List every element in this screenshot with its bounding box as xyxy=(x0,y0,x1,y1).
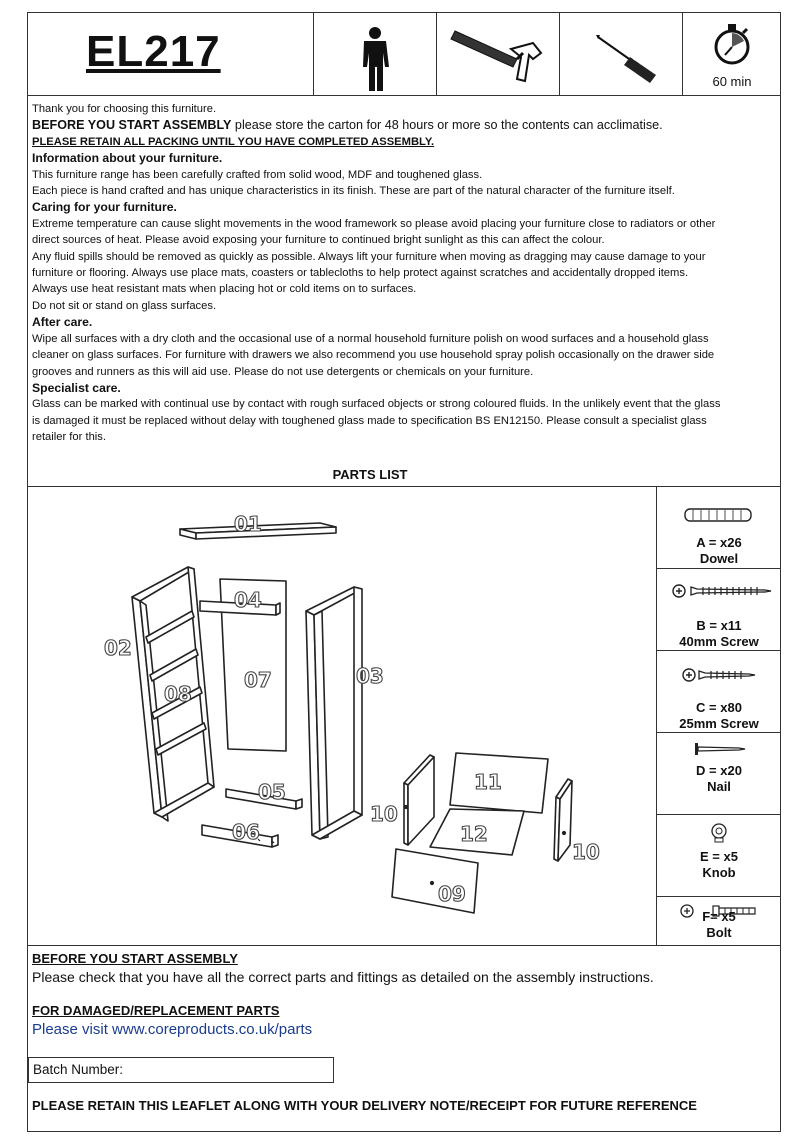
caring-line: Always use heat resistant mats when placing hot or cold items on to surfaces. xyxy=(32,283,417,296)
label-03: 03 xyxy=(356,664,384,688)
fitting-b-name: 40mm Screw xyxy=(679,634,759,649)
label-11: 11 xyxy=(474,770,502,794)
specialist-line: retailer for this. xyxy=(32,431,106,444)
label-01: 01 xyxy=(234,512,262,536)
care-information xyxy=(32,101,776,446)
fitting-a xyxy=(657,487,781,569)
label-07: 07 xyxy=(244,668,272,692)
specialist-heading: Specialist care. xyxy=(32,380,121,395)
info-heading: Information about your furniture. xyxy=(32,151,223,166)
header xyxy=(28,13,780,96)
retain-packing-line: PLEASE RETAIN ALL PACKING UNTIL YOU HAVE COMPLETED ASSEMBLY. xyxy=(32,135,435,148)
hammer-icon xyxy=(437,13,560,96)
label-09: 09 xyxy=(438,882,466,906)
label-05: 05 xyxy=(258,780,286,804)
caring-line: furniture or flooring. Always use place mats, coasters or tablecloths to help protect against scratches and accidentally dropped items. xyxy=(32,267,689,280)
tool-box-time xyxy=(682,13,780,96)
label-10-right: 10 xyxy=(572,840,600,864)
before-assembly-text: Please check that you have all the correct parts and fittings as detailed on the assembly instructions. xyxy=(32,969,654,985)
info-line: Each piece is hand crafted and has unique characteristics in its finish. These are part of the natural character of the furniture itself. xyxy=(32,185,675,198)
specialist-line: Glass can be marked with continual use by contact with rough surfaced objects or strong coloured fluids. In the unlikely event that the glass xyxy=(32,398,721,411)
caring-heading: Caring for your furniture. xyxy=(32,200,177,215)
caring-line: Any fluid spills should be removed as quickly as possible. Always lift your furniture when moving as dragging may cause damage to your xyxy=(32,250,706,263)
label-02: 02 xyxy=(104,636,132,660)
caring-line: Do not sit or stand on glass surfaces. xyxy=(32,299,217,312)
batch-number-field: Batch Number: xyxy=(28,1057,334,1083)
fitting-d-qty: D = x20 xyxy=(696,763,742,778)
label-10-left: 10 xyxy=(370,802,398,826)
fitting-c-name: 25mm Screw xyxy=(679,716,759,731)
thanks-line: Thank you for choosing this furniture. xyxy=(32,103,217,115)
fitting-e xyxy=(657,815,781,897)
aftercare-line: Wipe all surfaces with a dry cloth and the occasional use of a normal household furniture polish on wood surfaces and a household glass xyxy=(32,332,709,345)
aftercare-line: grooves and runners as this will aid use. Please do not use detergents or chemicals on your furniture. xyxy=(32,365,534,378)
fitting-f-name: Bolt xyxy=(706,925,732,940)
bottom-notes xyxy=(32,951,776,1038)
fitting-d xyxy=(657,733,781,815)
fitting-e-qty: E = x5 xyxy=(700,849,738,864)
knob-icon xyxy=(657,815,781,849)
info-line: This furniture range has been carefully crafted from solid wood, MDF and toughened glass. xyxy=(32,168,483,181)
model-title: EL217 xyxy=(86,27,221,76)
time-label: 60 min xyxy=(712,74,752,89)
screw-40mm-icon xyxy=(657,569,781,609)
aftercare-line: cleaner on glass surfaces. For furniture with drawers we also recommend you use household spray polish occasionally on the drawer side xyxy=(32,349,715,362)
fitting-a-name: Dowel xyxy=(699,551,739,566)
exploded-parts-diagram xyxy=(28,487,656,945)
damaged-parts-heading: FOR DAMAGED/REPLACEMENT PARTS xyxy=(32,1003,280,1018)
fitting-f xyxy=(657,897,781,945)
leaflet-frame xyxy=(27,12,781,1132)
parts-website-link[interactable]: Please visit www.coreproducts.co.uk/parts xyxy=(32,1021,313,1038)
fitting-f-qty: F= x5 xyxy=(702,909,736,924)
fitting-b-qty: B = x11 xyxy=(696,618,742,633)
fitting-a-qty: A = x26 xyxy=(696,535,742,550)
parts-list xyxy=(28,486,780,946)
fitting-d-name: Nail xyxy=(707,779,731,794)
aftercare-heading: After care. xyxy=(32,315,93,330)
fittings-column xyxy=(656,487,780,945)
stopwatch-icon xyxy=(683,13,781,73)
tool-box-person xyxy=(313,13,436,96)
caring-line: direct sources of heat. Please avoid exposing your furniture to continued bright sunlight as this can affect the colour. xyxy=(32,234,605,247)
caring-line: Extreme temperature can cause slight movements in the wood framework so please avoid placing your furniture close to radiators or other xyxy=(32,217,716,230)
fitting-c-qty: C = x80 xyxy=(696,700,742,715)
person-icon xyxy=(314,13,437,96)
specialist-line: is damaged it must be replaced without delay with toughened glass made to specification BS EN12150. Please consult a specialist glass xyxy=(32,414,707,427)
tool-box-hammer xyxy=(436,13,559,96)
fitting-e-name: Knob xyxy=(702,865,736,880)
nail-icon xyxy=(657,733,781,763)
parts-list-title: PARTS LIST xyxy=(332,467,408,482)
screw-25mm-icon xyxy=(657,651,781,691)
fitting-b xyxy=(657,569,781,651)
label-04: 04 xyxy=(234,588,262,612)
label-08: 08 xyxy=(164,682,192,706)
part-02 xyxy=(132,567,194,601)
dowel-icon xyxy=(657,487,781,535)
label-06: 06 xyxy=(232,820,260,844)
before-assembly-heading: BEFORE YOU START ASSEMBLY xyxy=(32,951,238,966)
screwdriver-icon xyxy=(560,13,683,96)
label-12: 12 xyxy=(460,822,488,846)
tool-box-screwdriver xyxy=(559,13,682,96)
retain-leaflet-notice: PLEASE RETAIN THIS LEAFLET ALONG WITH YOUR DELIVERY NOTE/RECEIPT FOR FUTURE REFERENCE xyxy=(32,1098,697,1113)
acclimatise-line: BEFORE YOU START ASSEMBLY please store the carton for 48 hours or more so the contents can acclimatise. xyxy=(32,118,663,133)
fitting-c xyxy=(657,651,781,733)
